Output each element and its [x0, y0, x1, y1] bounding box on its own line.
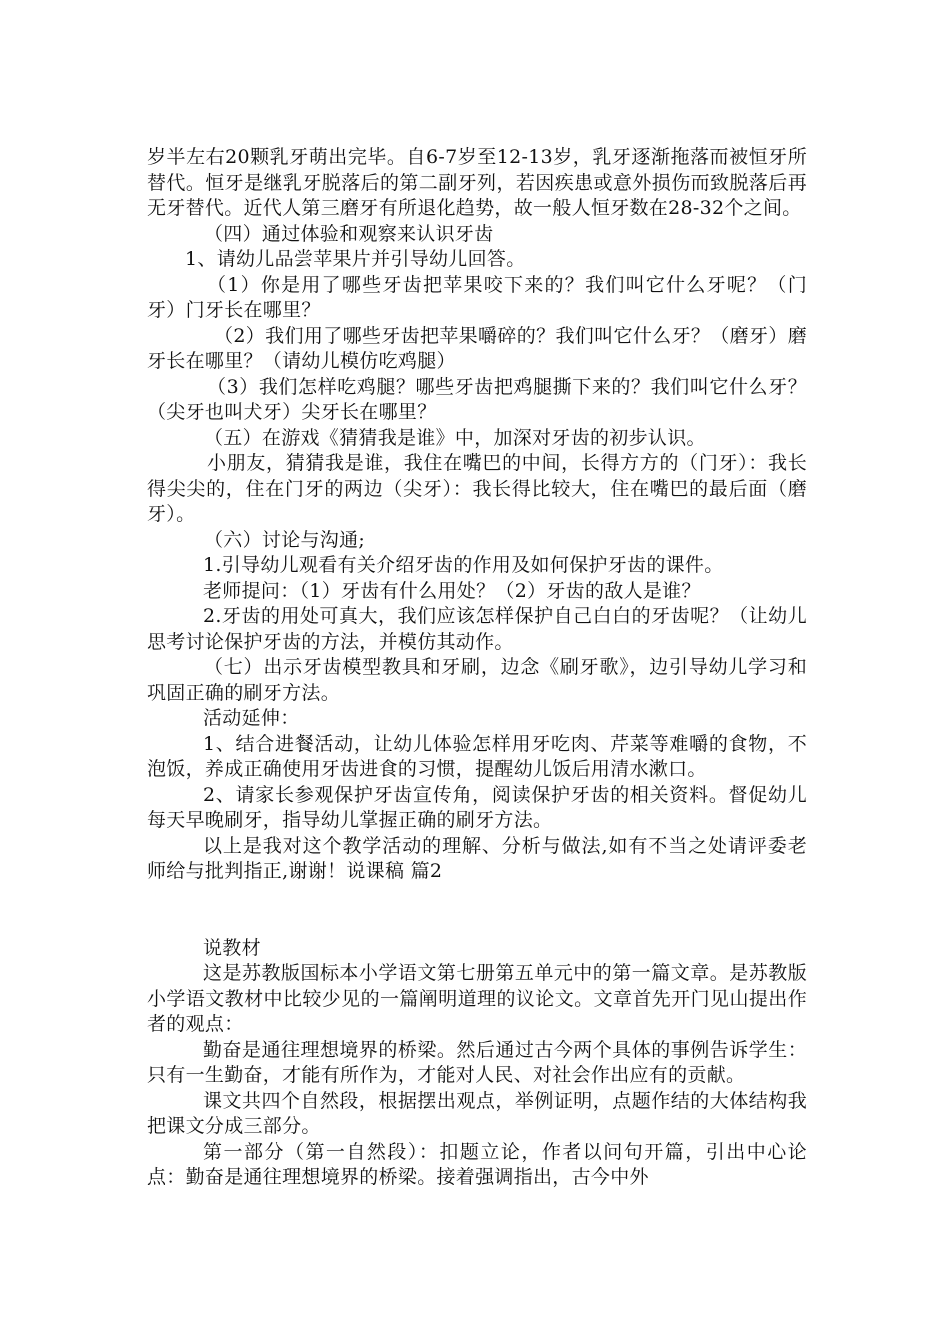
paragraph-textbook-intro: 这是苏教版国标本小学语文第七册第五单元中的第一篇文章。是苏教版小学语文教材中比较少见的一篇阐明道理的议论文。文章首先开门见山提出作者的观点： [147, 962, 807, 1035]
paragraph-riddle: 小朋友，猜猜我是谁，我住在嘴巴的中间，长得方方的（门牙）：我长得尖尖的，住在门牙的两边（尖牙）：我长得比较大，住在嘴巴的最后面（磨牙）。 [147, 452, 807, 525]
paragraph-extension-1: 1、结合进餐活动，让幼儿体验怎样用牙吃肉、芹菜等难嚼的食物，不泡饭，养成正确使用牙齿进食的习惯，提醒幼儿饭后用清水漱口。 [147, 732, 807, 780]
heading-textbook: 说教材 [203, 936, 261, 959]
section-heading-seven: （七）出示牙齿模型教具和牙刷，边念《刷牙歌》，边引导幼儿学习和巩固正确的刷牙方法。 [147, 656, 807, 704]
section-heading-five: （五）在游戏《猜猜我是谁》中，加深对牙齿的初步认识。 [204, 426, 706, 449]
paragraph-main-argument: 勤奋是通往理想境界的桥梁。然后通过古今两个具体的事例告诉学生：只有一生勤奋，才能有所作为，才能对人民、对社会作出应有的贡献。 [147, 1038, 807, 1086]
paragraph-tooth-facts: 岁半左右20颗乳牙萌出完毕。自6-7岁至12-13岁，乳牙逐渐拖落而被恒牙所替代。恒牙是继乳牙脱落后的第二副牙列，若因疾患或意外损伤而致脱落后再无牙替代。近代人第三磨牙有所退化趋势，故一般人恒牙数在28-32个之间。 [147, 146, 807, 219]
document-body [147, 145, 807, 1191]
paragraph-discussion-2: 2.牙齿的用处可真大，我们应该怎样保护自己白白的牙齿呢？（让幼儿思考讨论保护牙齿的方法，并模仿其动作。 [147, 605, 807, 653]
heading-activity-extension: 活动延伸： [203, 707, 300, 729]
paragraph-question-1: （1）你是用了哪些牙齿把苹果咬下来的？我们叫它什么牙呢？（门牙）门牙长在哪里？ [147, 273, 807, 321]
paragraph-teacher-question: 老师提问：（1）牙齿有什么用处？（2）牙齿的敌人是谁？ [203, 579, 701, 602]
paragraph-step-1: 1、请幼儿品尝苹果片并引导幼儿回答。 [185, 248, 526, 270]
paragraph-part-one: 第一部分（第一自然段）：扣题立论，作者以问句开篇，引出中心论点：勤奋是通往理想境界的桥梁。接着强调指出，古今中外 [147, 1140, 807, 1188]
section-heading-four: （四）通过体验和观察来认识牙齿 [204, 222, 494, 245]
paragraph-closing: 以上是我对这个教学活动的理解、分析与做法,如有不当之处请评委老师给与批判指正,谢谢！说课稿 篇2 [147, 834, 807, 882]
paragraph-structure: 课文共四个自然段，根据摆出观点，举例证明，点题作结的大体结构我把课文分成三部分。 [147, 1089, 807, 1137]
paragraph-extension-2: 2、请家长参观保护牙齿宣传角，阅读保护牙齿的相关资料。督促幼儿每天早晚刷牙，指导幼儿掌握正确的刷牙方法。 [147, 783, 807, 831]
paragraph-discussion-1: 1.引导幼儿观看有关介绍牙齿的作用及如何保护牙齿的课件。 [203, 554, 724, 576]
section-gap [147, 885, 807, 936]
paragraph-question-3: （3）我们怎样吃鸡腿？哪些牙齿把鸡腿撕下来的？我们叫它什么牙？（尖牙也叫犬牙）尖牙长在哪里？ [147, 375, 807, 423]
paragraph-question-2: （2）我们用了哪些牙齿把苹果嚼碎的？我们叫它什么牙？（磨牙）磨牙长在哪里？（请幼儿模仿吃鸡腿） [147, 324, 807, 372]
section-heading-six: （六）讨论与沟通; [204, 528, 366, 551]
